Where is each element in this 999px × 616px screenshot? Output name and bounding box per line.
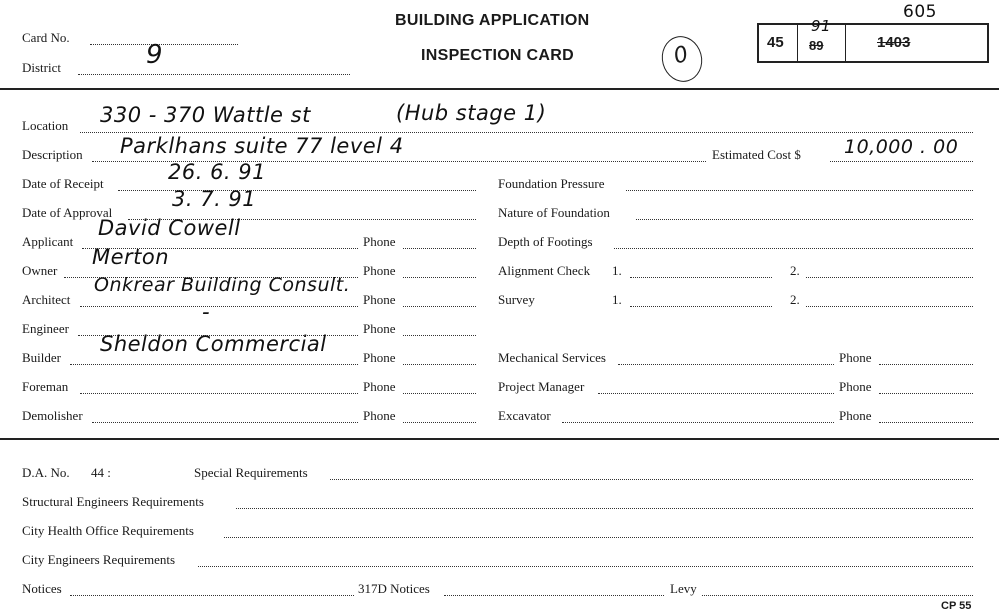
city-health-label: City Health Office Requirements [22,523,194,538]
circled-number [657,32,708,87]
alignment-field2 [806,277,973,278]
architect-label: Architect [22,292,71,307]
title-line1: BUILDING APPLICATION [395,12,590,29]
demolisher-label: Demolisher [22,408,83,423]
reference-box [757,17,989,63]
special-req-label: Special Requirements [194,465,308,480]
engineer-phone-label: Phone [363,321,396,336]
location-label: Location [22,118,69,133]
architect-value: Onkrear Building Consult. [94,274,351,296]
survey-field1 [630,306,772,307]
district-label: District [22,60,61,75]
notices-317d-label: 317D Notices [358,581,430,596]
alignment-field1 [630,277,772,278]
excavator-field [562,422,834,423]
survey-field2 [806,306,973,307]
district-value: 9 [146,40,164,70]
survey-num1: 1. [612,292,622,307]
builder-field [70,364,358,365]
box-cell2-handwritten: 91 [811,17,832,35]
owner-label: Owner [22,263,58,278]
date-receipt-value: 26. 6. 91 [168,160,267,184]
demolisher-phone-label: Phone [363,408,396,423]
foundation-pressure-field [626,190,973,191]
project-manager-phone-label: Phone [839,379,872,394]
depth-footings-label: Depth of Footings [498,234,593,249]
notices-317d-field [444,595,664,596]
middle-rule [0,438,999,440]
foreman-phone-label: Phone [363,379,396,394]
nature-foundation-field [636,219,973,220]
applicant-value: David Cowell [98,216,241,240]
levy-label: Levy [670,581,697,596]
notices-label: Notices [22,581,62,596]
box-cell2-struck: 89 [809,38,824,53]
builder-value: Sheldon Commercial [100,332,327,356]
engineer-value: - [202,300,211,324]
levy-field [702,595,973,596]
special-req-field [330,479,973,480]
box-cell3-struck: 1403 [877,34,911,51]
city-engineers-field [198,566,973,567]
date-approval-value: 3. 7. 91 [172,187,257,211]
applicant-phone-field [403,248,476,249]
location-value: 330 - 370 Wattle st [100,103,311,127]
top-rule [0,88,999,90]
excavator-phone-field [879,422,973,423]
alignment-num1: 1. [612,263,622,278]
foreman-label: Foreman [22,379,69,394]
excavator-phone-label: Phone [839,408,872,423]
estimated-cost-field [830,161,973,162]
description-value: Parklhans suite 77 level 4 [120,134,404,158]
structural-label: Structural Engineers Requirements [22,494,204,509]
project-manager-label: Project Manager [498,379,585,394]
architect-phone-field [403,306,476,307]
structural-field [236,508,973,509]
architect-field [80,306,358,307]
notices-field [70,595,354,596]
builder-phone-field [403,364,476,365]
project-manager-phone-field [879,393,973,394]
card-no-field [90,44,238,45]
mechanical-label: Mechanical Services [498,350,606,365]
survey-num2: 2. [790,292,800,307]
mechanical-field [618,364,834,365]
project-manager-field [598,393,834,394]
excavator-label: Excavator [498,408,551,423]
depth-footings-field [614,248,973,249]
da-no-label: D.A. No. [22,465,70,480]
foreman-field [80,393,358,394]
district-field [78,74,350,75]
box-cell1: 45 [767,34,784,51]
owner-phone-label: Phone [363,263,396,278]
form-code: CP 55 [941,600,972,612]
owner-value: Merton [92,245,170,269]
card-no-label: Card No. [22,30,70,45]
applicant-phone-label: Phone [363,234,396,249]
foreman-phone-field [403,393,476,394]
description-label: Description [22,147,83,162]
alignment-check-label: Alignment Check [498,263,591,278]
owner-phone-field [403,277,476,278]
city-health-field [224,537,973,538]
alignment-num2: 2. [790,263,800,278]
date-approval-label: Date of Approval [22,205,113,220]
above-box-number: 605 [903,2,937,22]
mechanical-phone-field [879,364,973,365]
foundation-pressure-label: Foundation Pressure [498,176,605,191]
survey-label: Survey [498,292,535,307]
location-note: (Hub stage 1) [396,101,547,125]
builder-phone-label: Phone [363,350,396,365]
mechanical-phone-label: Phone [839,350,872,365]
city-engineers-label: City Engineers Requirements [22,552,176,567]
title-line2: INSPECTION CARD [421,47,574,64]
date-receipt-label: Date of Receipt [22,176,104,191]
nature-foundation-label: Nature of Foundation [498,205,610,220]
estimated-cost-label: Estimated Cost $ [712,147,801,162]
engineer-phone-field [403,335,476,336]
demolisher-phone-field [403,422,476,423]
estimated-cost-value: 10,000 . 00 [844,136,959,158]
builder-label: Builder [22,350,61,365]
da-no-value: 44 : [91,465,111,480]
circled-number-text: 0 [671,41,692,70]
applicant-label: Applicant [22,234,74,249]
location-field [80,132,973,133]
engineer-label: Engineer [22,321,69,336]
architect-phone-label: Phone [363,292,396,307]
demolisher-field [92,422,358,423]
